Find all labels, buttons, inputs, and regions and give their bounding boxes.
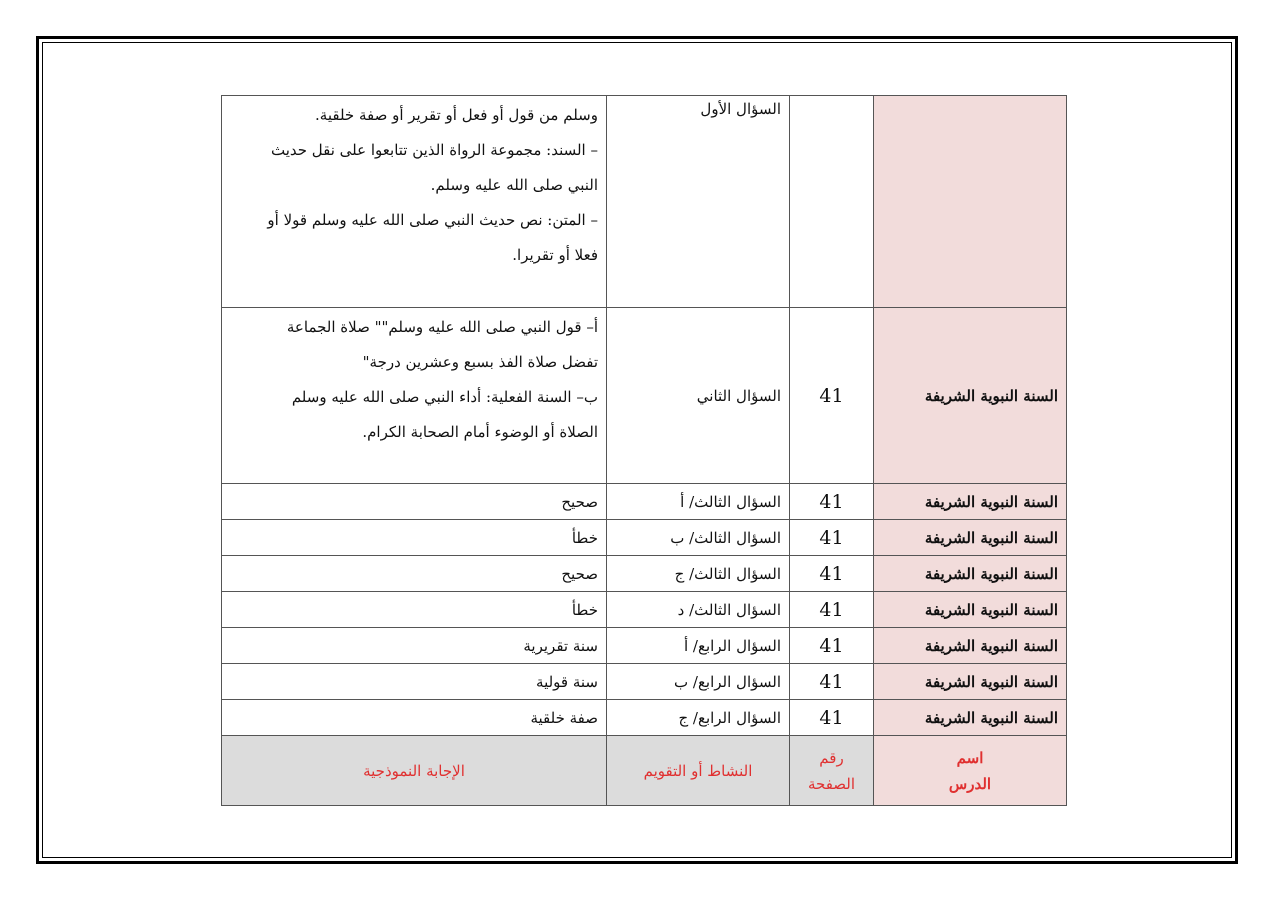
activity-cell: السؤال الأول [607,96,790,308]
header-activity: النشاط أو التقويم [607,736,790,806]
model-answer-cell: سنة تقريرية [222,628,607,664]
model-answer-cell: صحيح [222,484,607,520]
activity-cell: السؤال الثالث/ د [607,592,790,628]
table-row [222,664,1067,700]
page-number-cell: 41 [790,592,874,628]
page-number-cell: 41 [790,520,874,556]
header-page-line: رقم [819,748,844,767]
activity-cell: السؤال الثالث/ ج [607,556,790,592]
header-lesson-line: اسم [956,748,984,767]
table-row [222,700,1067,736]
lesson-name-cell: السنة النبوية الشريفة [874,664,1067,700]
answers-table [221,95,1067,806]
activity-cell: السؤال الرابع/ ب [607,664,790,700]
activity-cell: السؤال الثاني [607,308,790,484]
answer-line: تفضل صلاة الفذ بسبع وعشرين درجة" [362,353,598,371]
model-answer-cell: خطأ [222,592,607,628]
header-lesson-line: الدرس [948,774,992,793]
table-row [222,96,1067,308]
model-answer-cell: خطأ [222,520,607,556]
page-number-cell: 41 [790,700,874,736]
header-model-answer: الإجابة النموذجية [222,736,607,806]
answer-line: الصلاة أو الوضوء أمام الصحابة الكرام. [362,423,598,441]
model-answer-cell: صفة خلقية [222,700,607,736]
lesson-name-cell: السنة النبوية الشريفة [874,628,1067,664]
answer-line: فعلا أو تقريرا. [512,246,598,264]
answer-line: النبي صلى الله عليه وسلم. [430,176,598,194]
answer-line: ب– السنة الفعلية: أداء النبي صلى الله عليه وسلم [291,388,598,406]
lesson-name-cell: السنة النبوية الشريفة [874,592,1067,628]
lesson-name-cell: السنة النبوية الشريفة [874,556,1067,592]
page-number-cell: 41 [790,308,874,484]
page-number-cell: 41 [790,556,874,592]
table-row [222,592,1067,628]
activity-cell: السؤال الثالث/ ب [607,520,790,556]
table-row [222,308,1067,484]
header-lesson-name [874,736,1067,806]
answer-line: وسلم من قول أو فعل أو تقرير أو صفة خلقية. [315,106,598,124]
header-page-line: الصفحة [807,774,856,793]
lesson-name-cell: السنة النبوية الشريفة [874,308,1067,484]
model-answer-cell [222,308,607,484]
lesson-name-cell: السنة النبوية الشريفة [874,700,1067,736]
table-row [222,628,1067,664]
table-header-row [222,736,1067,806]
model-answer-cell: سنة قولية [222,664,607,700]
lesson-name-cell: السنة النبوية الشريفة [874,520,1067,556]
model-answer-cell: صحيح [222,556,607,592]
answer-line: – المتن: نص حديث النبي صلى الله عليه وسلم قولا أو [267,211,598,229]
table-row [222,520,1067,556]
activity-cell: السؤال الرابع/ ج [607,700,790,736]
page-number-cell [790,96,874,308]
lesson-name-cell [874,96,1067,308]
activity-cell: السؤال الثالث/ أ [607,484,790,520]
lesson-name-cell: السنة النبوية الشريفة [874,484,1067,520]
page-number-cell: 41 [790,664,874,700]
activity-cell: السؤال الرابع/ أ [607,628,790,664]
table-row [222,556,1067,592]
answer-line: – السند: مجموعة الرواة الذين تتابعوا على نقل حديث [270,141,598,159]
header-page-number [790,736,874,806]
page-number-cell: 41 [790,484,874,520]
page-number-cell: 41 [790,628,874,664]
table-row [222,484,1067,520]
model-answer-cell [222,96,607,308]
answer-line: أ– قول النبي صلى الله عليه وسلم"" صلاة الجماعة [286,318,598,336]
